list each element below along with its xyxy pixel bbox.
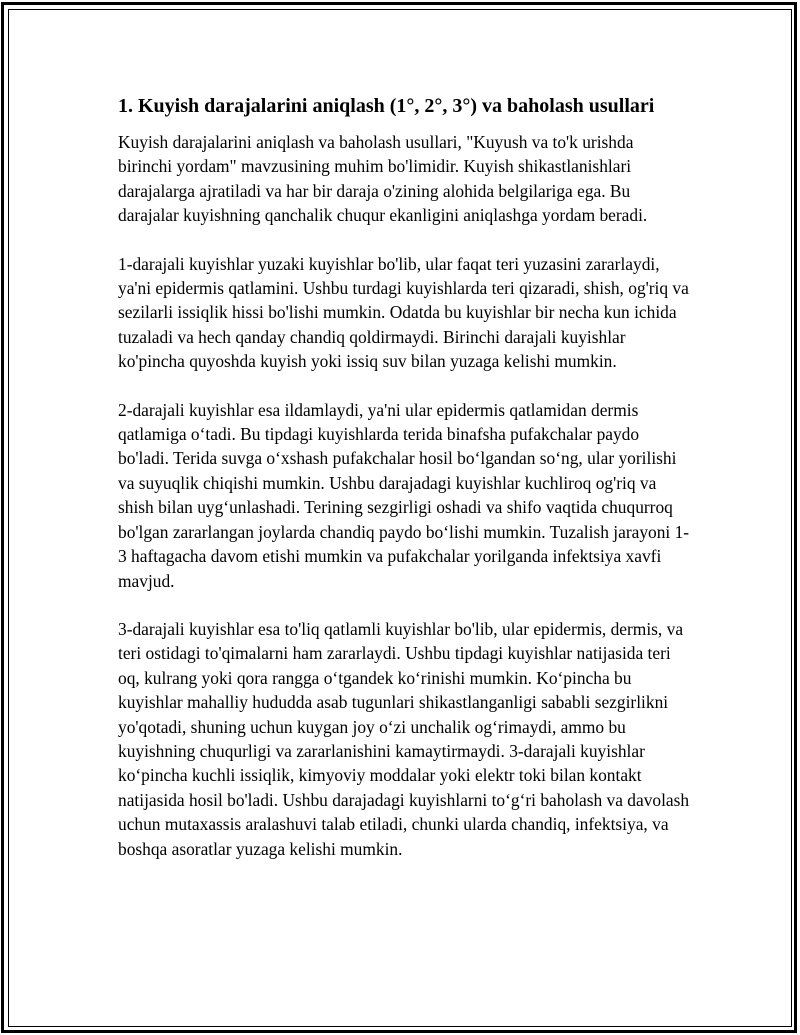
paragraph-intro: Kuyish darajalarini aniqlash va baholash usullari, "Kuyush va to'k urishda birinchi yordam" mavzusining muhim bo'limidir. Kuyish shikastlanishlari darajalarga ajratiladi va har bir daraja o'zining alohida belgilariga ega. Bu darajalar kuyishning qanchalik chuqur ekanligini aniqlashga yordam beradi. (118, 132, 648, 226)
paragraph-second-degree: 2-darajali kuyishlar esa ildamlaydi, ya'ni ular epidermis qatlamidan dermis qatlamiga o‘tadi. Bu tipdagi kuyishlarda terida binafsha pufakchalar paydo bo'ladi. Terida suvga o‘xshash pufakchalar hosil bo‘lgandan so‘ng, ular yorilishi va suyuqlik chiqishi mumkin. Ushbu darajadagi kuyishlar kuchliroq og'riq va shish bilan uyg‘unlashadi. Terining sezgirligi oshadi va shifo vaqtida chuqurroq bo'lgan zararlangan joylarda chandiq paydo bo‘lishi mumkin. Tuzalish jarayoni 1-3 haftagacha davom etishi mumkin va pufakchalar yorilganda infektsiya xavfi mavjud. (118, 399, 690, 591)
section-heading: 1. Kuyish darajalarini aniqlash (1°, 2°, 3°) va baholash usullari (118, 95, 655, 117)
document-body (118, 92, 690, 885)
paragraph-first-degree: 1-darajali kuyishlar yuzaki kuyishlar bo'lib, ular faqat teri yuzasini zararlaydi, ya'ni epidermis qatlamini. Ushbu turdagi kuyishlarda teri qizaradi, shish, og'riq va sezilarli issiqlik hissi bo'lishi mumkin. Odatda bu kuyishlar bir necha kun ichida tuzaladi va hech qanday chandiq qoldirmaydi. Birinchi darajali kuyishlar ko'pincha quyoshda kuyish yoki issiq suv bilan yuzaga kelishi mumkin. (118, 253, 689, 372)
paragraph-third-degree: 3-darajali kuyishlar esa to'liq qatlamli kuyishlar bo'lib, ular epidermis, dermis, va teri ostidagi to'qimalarni ham zararlaydi. Ushbu tipdagi kuyishlar natijasida teri oq, kulrang yoki qora rangga o‘tgandek ko‘rinishi mumkin. Ko‘pincha bu kuyishlar mahalliy hududda asab tugunlari shikastlanganligi sababli sezgirlikni yo'qotadi, shuning uchun kuygan joy o‘zi unchalik og‘rimaydi, ammo bu kuyishning chuqurligi va zararlanishini kamaytirmaydi. 3-darajali kuyishlar ko‘pincha kuchli issiqlik, kimyoviy moddalar yoki elektr toki bilan kontakt natijasida hosil bo'ladi. Ushbu darajadagi kuyishlarni to‘g‘ri baholash va davolash uchun mutaxassis aralashuvi talab etiladi, chunki ularda chandiq, infektsiya, va boshqa asoratlar yuzaga kelishi mumkin. (118, 618, 690, 859)
